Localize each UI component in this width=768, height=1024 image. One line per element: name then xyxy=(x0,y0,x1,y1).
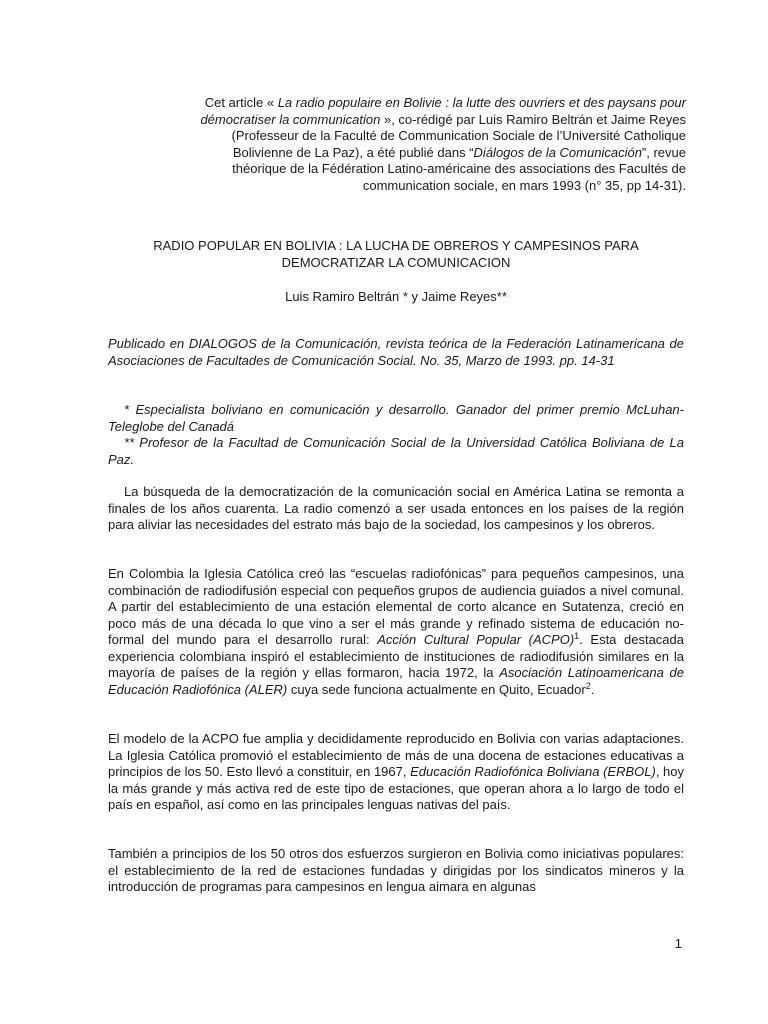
intro-suffix: ”, revue théorique de la Fédération Latino-américaine des associations des Facultés de communication sociale, en mars 1993 (n° 35, pp 14-31). xyxy=(232,144,686,193)
paragraph-2 xyxy=(108,566,684,698)
footnote-ref-1: 1 xyxy=(574,631,580,641)
para2-text-b: . Esta destacada experiencia colombiana inspiró el establecimiento de instituciones de radiodifusión similares en la mayoría de países de la región y ellas formaron, hacia 1972, la xyxy=(108,632,684,680)
intro-note-fr xyxy=(190,95,686,194)
para3-text-b: , hoy la más grande y más activa red de este tipo de estaciones, que operan ahora a lo largo de todo el país en español, así como en las principales lenguas nativas del país. xyxy=(108,764,684,812)
intro-article-title: La radio populaire en Bolivie : la lutte des ouvriers et des paysans pour démocratiser la communication xyxy=(200,95,686,127)
aler-name: Asociación Latinoamericana de Educación Radiofónica (ALER) xyxy=(108,665,685,697)
intro-prefix: Cet article « xyxy=(204,95,278,110)
title-line-2: DEMOCRATIZAR LA COMUNICACION xyxy=(281,254,511,270)
footnote-author-2: ** Profesor de la Facultad de Comunicación Social de la Universidad Católica Boliviana de La Paz. xyxy=(108,435,684,467)
paragraph-1: La búsqueda de la democratización de la comunicación social en América Latina se remonta a finales de los años cuarenta. La radio comenzó a ser usada entonces en los países de la región para aliviar las necesidades del estrato más bajo de la sociedad, los campesinos y los obreros. xyxy=(108,484,684,532)
publication-note: Publicado en DIALOGOS de la Comunicación, revista teórica de la Federación Latinamericana de Asociaciones de Facultades de Comunicación Social. No. 35, Marzo de 1993. pp. 14-31 xyxy=(108,336,684,368)
para2-text-a: En Colombia la Iglesia Católica creó las “escuelas radiofónicas” para pequeños campesinos, una combinación de radiodifusión especial con pequeños grupos de audiencia guiados a nivel comunal. A partir del establecimiento de una estación elemental de corto alcance en Sutatenza, creció en poco más de una década lo que vino a ser el más grande y refinado sistema de educación no-formal del mundo para el desarrollo rural: xyxy=(108,566,684,647)
authors-line: Luis Ramiro Beltrán * y Jaime Reyes** xyxy=(285,289,507,304)
para2-text-c: cuya sede funciona actualmente en Quito, Ecuador xyxy=(287,681,586,697)
intro-journal-name: Diálogos de la Comunicación xyxy=(473,144,642,160)
erbol-name: Educación Radiofónica Boliviana (ERBOL) xyxy=(410,764,656,779)
intro-mid: », co-rédigé par Luis Ramiro Beltrán et Jaime Reyes (Professeur de la Faculté de Communication Sociale de l’Université Catholique Bolivienne de La Paz), a été publié dans “ xyxy=(231,111,686,160)
footnote-ref-2: 2 xyxy=(585,680,591,691)
para2-text-d: . xyxy=(590,681,595,697)
author-footnotes xyxy=(108,402,684,468)
document-title xyxy=(108,238,684,271)
paragraph-4: También a principios de los 50 otros dos esfuerzos surgieron en Bolivia como iniciativas populares: el establecimiento de la red de estaciones fundadas y dirigidas por los sindicatos mineros y la introducción de programas para campesinos en lengua aimara en algunas xyxy=(108,846,684,894)
footnote-author-1: * Especialista boliviano en comunicación y desarrollo. Ganador del primer premio McLuhan-Teleglobe del Canadá xyxy=(108,402,684,434)
title-line-1: RADIO POPULAR EN BOLIVIA : LA LUCHA DE OBREROS Y CAMPESINOS PARA xyxy=(153,238,639,253)
paragraph-3 xyxy=(108,731,684,814)
para3-text-a: El modelo de la ACPO fue amplia y decididamente reproducido en Bolivia con varias adaptaciones. La Iglesia Católica promovió el establecimiento de más de una docena de estaciones educativas a principios de los 50. Esto llevó a constituir, en 1967, xyxy=(108,731,684,779)
acpo-name: Acción Cultural Popular (ACPO) xyxy=(377,632,575,647)
page-number: 1 xyxy=(674,936,682,951)
